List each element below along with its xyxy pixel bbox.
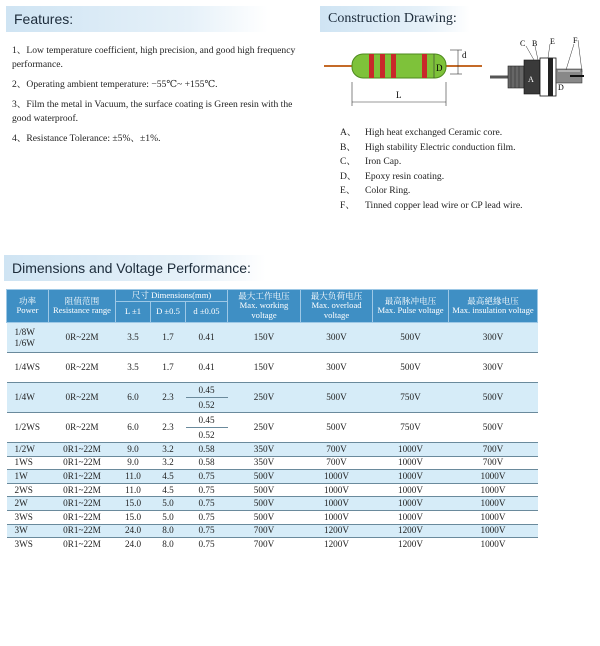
cell-insulation: 300V (449, 353, 538, 383)
cell-insulation: 700V (449, 456, 538, 470)
part-text: High heat exchanged Ceramic core. (365, 127, 503, 138)
header-dimensions: 尺寸 Dimensions(mm) (116, 290, 228, 302)
cell-power: 2WS (7, 483, 49, 497)
feature-item: 2、Operating ambient temperature: −55℃~ +155℃. (12, 79, 218, 90)
construction-parts-list (340, 126, 595, 213)
part-label-a: A (528, 75, 534, 84)
cell-power (7, 323, 49, 353)
cell-L: 15.0 (116, 497, 151, 511)
cell-pulse: 750V (373, 383, 449, 413)
table-row (7, 353, 538, 383)
cell-insulation: 300V (449, 323, 538, 353)
table-row (7, 538, 538, 551)
part-letter: B、 (340, 141, 356, 153)
cell-overload: 300V (301, 323, 373, 353)
cell-L: 15.0 (116, 510, 151, 524)
cell-D: 4.5 (151, 470, 186, 484)
header-L: L ±1 (116, 302, 151, 323)
cell-work: 350V (228, 443, 301, 457)
part-text: Color Ring. (365, 185, 411, 196)
cell-D: 5.0 (151, 510, 186, 524)
table-row (7, 510, 538, 524)
cell-overload: 1000V (301, 497, 373, 511)
part-label-e: E (550, 37, 555, 46)
part-item (340, 126, 595, 141)
cell-work: 500V (228, 497, 301, 511)
cell-overload: 1000V (301, 510, 373, 524)
cell-overload: 1200V (301, 524, 373, 538)
dimensions-title: Dimensions and Voltage Performance: (4, 255, 266, 281)
dim-label-D: D (436, 63, 443, 73)
construction-title: Construction Drawing: (320, 6, 470, 32)
feature-item: 3、Film the metal in Vacuum, the surface coating is Green resin with the good waterproof. (12, 99, 293, 124)
cell-pulse: 750V (373, 413, 449, 443)
cell-d (186, 383, 228, 413)
dimensions-table (6, 289, 538, 551)
cell-range: 0R~22M (49, 383, 116, 413)
cell-overload: 500V (301, 383, 373, 413)
part-letter: E、 (340, 185, 356, 196)
cell-range: 0R1~22M (49, 443, 116, 457)
cell-pulse: 500V (373, 353, 449, 383)
cell-overload: 300V (301, 353, 373, 383)
cell-d: 0.41 (186, 353, 228, 383)
cell-power: 1/2WS (7, 413, 49, 443)
cell-D: 2.3 (151, 383, 186, 413)
cell-pulse: 1000V (373, 456, 449, 470)
cell-work: 700V (228, 538, 301, 551)
cell-L: 6.0 (116, 413, 151, 443)
table-row (7, 470, 538, 484)
part-label-f: F (573, 36, 578, 45)
cell-work: 150V (228, 353, 301, 383)
cell-power: 3WS (7, 510, 49, 524)
part-item (340, 155, 595, 170)
cell-range: 0R1~22M (49, 510, 116, 524)
cell-L: 24.0 (116, 524, 151, 538)
cell-power: 3WS (7, 538, 49, 551)
cell-d: 0.75 (186, 497, 228, 511)
part-text: Iron Cap. (365, 156, 402, 167)
cell-overload: 1000V (301, 470, 373, 484)
cell-range: 0R~22M (49, 353, 116, 383)
table-row (7, 497, 538, 511)
table-row (7, 413, 538, 443)
table-row (7, 483, 538, 497)
cell-L: 3.5 (116, 353, 151, 383)
cell-range: 0R1~22M (49, 524, 116, 538)
features-title: Features: (6, 6, 268, 32)
cell-work: 700V (228, 524, 301, 538)
resistor-drawing (324, 50, 482, 106)
cell-pulse: 1000V (373, 483, 449, 497)
part-label-d: D (558, 83, 564, 92)
cell-work: 500V (228, 483, 301, 497)
cell-L: 11.0 (116, 483, 151, 497)
part-letter: D、 (340, 170, 357, 182)
cell-d: 0.75 (186, 470, 228, 484)
cell-pulse: 1000V (373, 470, 449, 484)
cell-D: 3.2 (151, 443, 186, 457)
cell-power: 2W (7, 497, 49, 511)
power-line: 1/8W (14, 326, 35, 337)
cell-d-bottom: 0.52 (198, 430, 215, 440)
cell-pulse: 1200V (373, 538, 449, 551)
header-power: 功率 Power (7, 290, 49, 323)
cell-D: 1.7 (151, 323, 186, 353)
dim-label-d: d (462, 50, 467, 60)
cell-d-bottom: 0.52 (198, 400, 215, 410)
cell-insulation: 500V (449, 413, 538, 443)
dim-label-L: L (396, 90, 402, 100)
cell-D: 4.5 (151, 483, 186, 497)
cell-pulse: 1200V (373, 524, 449, 538)
header-work-voltage: 最大工作电压 Max. working voltage (228, 290, 301, 323)
cell-d-top: 0.45 (186, 383, 228, 398)
cell-L: 24.0 (116, 538, 151, 551)
features-list (12, 44, 312, 152)
cell-pulse: 1000V (373, 497, 449, 511)
cell-d: 0.75 (186, 524, 228, 538)
cell-range: 0R1~22M (49, 538, 116, 551)
cell-range: 0R~22M (49, 323, 116, 353)
cell-d: 0.75 (186, 510, 228, 524)
cell-insulation: 1000V (449, 510, 538, 524)
exploded-drawing (490, 36, 584, 96)
feature-item: 1、Low temperature coefficient, high precision, and good high frequency performance. (12, 45, 296, 70)
cell-power: 1WS (7, 456, 49, 470)
cell-range: 0R1~22M (49, 456, 116, 470)
header-range: 阻值范围 Resistance range (49, 290, 116, 323)
part-label-c: C (520, 39, 526, 48)
part-text: High stability Electric conduction film. (365, 141, 516, 153)
cell-D: 8.0 (151, 524, 186, 538)
cell-range: 0R1~22M (49, 497, 116, 511)
cell-power: 1W (7, 470, 49, 484)
table-row (7, 323, 538, 353)
construction-drawing (322, 36, 592, 120)
cell-range: 0R~22M (49, 413, 116, 443)
cell-power: 1/4WS (7, 353, 49, 383)
part-item (340, 199, 595, 214)
header-overload-voltage: 最大负荷电压 Max. overload voltage (301, 290, 373, 323)
cell-L: 11.0 (116, 470, 151, 484)
cell-D: 5.0 (151, 497, 186, 511)
cell-work: 350V (228, 456, 301, 470)
cell-work: 150V (228, 323, 301, 353)
cell-overload: 500V (301, 413, 373, 443)
cell-insulation: 1000V (449, 483, 538, 497)
table-row (7, 383, 538, 413)
cell-range: 0R1~22M (49, 470, 116, 484)
cell-overload: 1200V (301, 538, 373, 551)
part-item (340, 184, 595, 199)
cell-d: 0.41 (186, 323, 228, 353)
part-letter: C、 (340, 156, 356, 167)
cell-D: 2.3 (151, 413, 186, 443)
cell-work: 500V (228, 510, 301, 524)
part-text: Epoxy resin coating. (365, 170, 445, 182)
cell-overload: 700V (301, 443, 373, 457)
header-pulse-voltage: 最高脉冲电压 Max. Pulse voltage (373, 290, 449, 323)
cell-D: 1.7 (151, 353, 186, 383)
cell-pulse: 1000V (373, 510, 449, 524)
part-letter: A、 (340, 127, 357, 138)
cell-D: 8.0 (151, 538, 186, 551)
cell-pulse: 500V (373, 323, 449, 353)
cell-range: 0R1~22M (49, 483, 116, 497)
feature-item: 4、Resistance Tolerance: ±5%、±1%. (12, 133, 161, 144)
cell-overload: 700V (301, 456, 373, 470)
cell-L: 3.5 (116, 323, 151, 353)
cell-insulation: 1000V (449, 497, 538, 511)
part-label-b: B (532, 39, 538, 48)
cell-insulation: 1000V (449, 470, 538, 484)
part-letter: F、 (340, 199, 355, 211)
cell-insulation: 700V (449, 443, 538, 457)
table-row (7, 456, 538, 470)
cell-overload: 1000V (301, 483, 373, 497)
cell-d: 0.58 (186, 456, 228, 470)
header-d: d ±0.05 (186, 302, 228, 323)
cell-d: 0.75 (186, 483, 228, 497)
cell-d (186, 413, 228, 443)
part-item (340, 141, 595, 156)
part-text: Tinned copper lead wire or CP lead wire. (365, 199, 523, 211)
cell-d: 0.58 (186, 443, 228, 457)
cell-power: 1/2W (7, 443, 49, 457)
cell-work: 500V (228, 470, 301, 484)
header-D: D ±0.5 (151, 302, 186, 323)
part-item (340, 170, 595, 185)
table-row (7, 443, 538, 457)
table-row (7, 524, 538, 538)
cell-insulation: 1000V (449, 538, 538, 551)
cell-power: 3W (7, 524, 49, 538)
power-line: 1/6W (14, 337, 35, 348)
cell-power: 1/4W (7, 383, 49, 413)
cell-insulation: 500V (449, 383, 538, 413)
cell-pulse: 1000V (373, 443, 449, 457)
cell-d-top: 0.45 (186, 413, 228, 428)
dimensions-table-body (7, 323, 538, 551)
cell-d: 0.75 (186, 538, 228, 551)
cell-insulation: 1000V (449, 524, 538, 538)
cell-D: 3.2 (151, 456, 186, 470)
cell-L: 6.0 (116, 383, 151, 413)
cell-work: 250V (228, 413, 301, 443)
header-insulation-voltage: 最高絕緣电压 Max. insulation voltage (449, 290, 538, 323)
cell-L: 9.0 (116, 443, 151, 457)
cell-L: 9.0 (116, 456, 151, 470)
cell-work: 250V (228, 383, 301, 413)
